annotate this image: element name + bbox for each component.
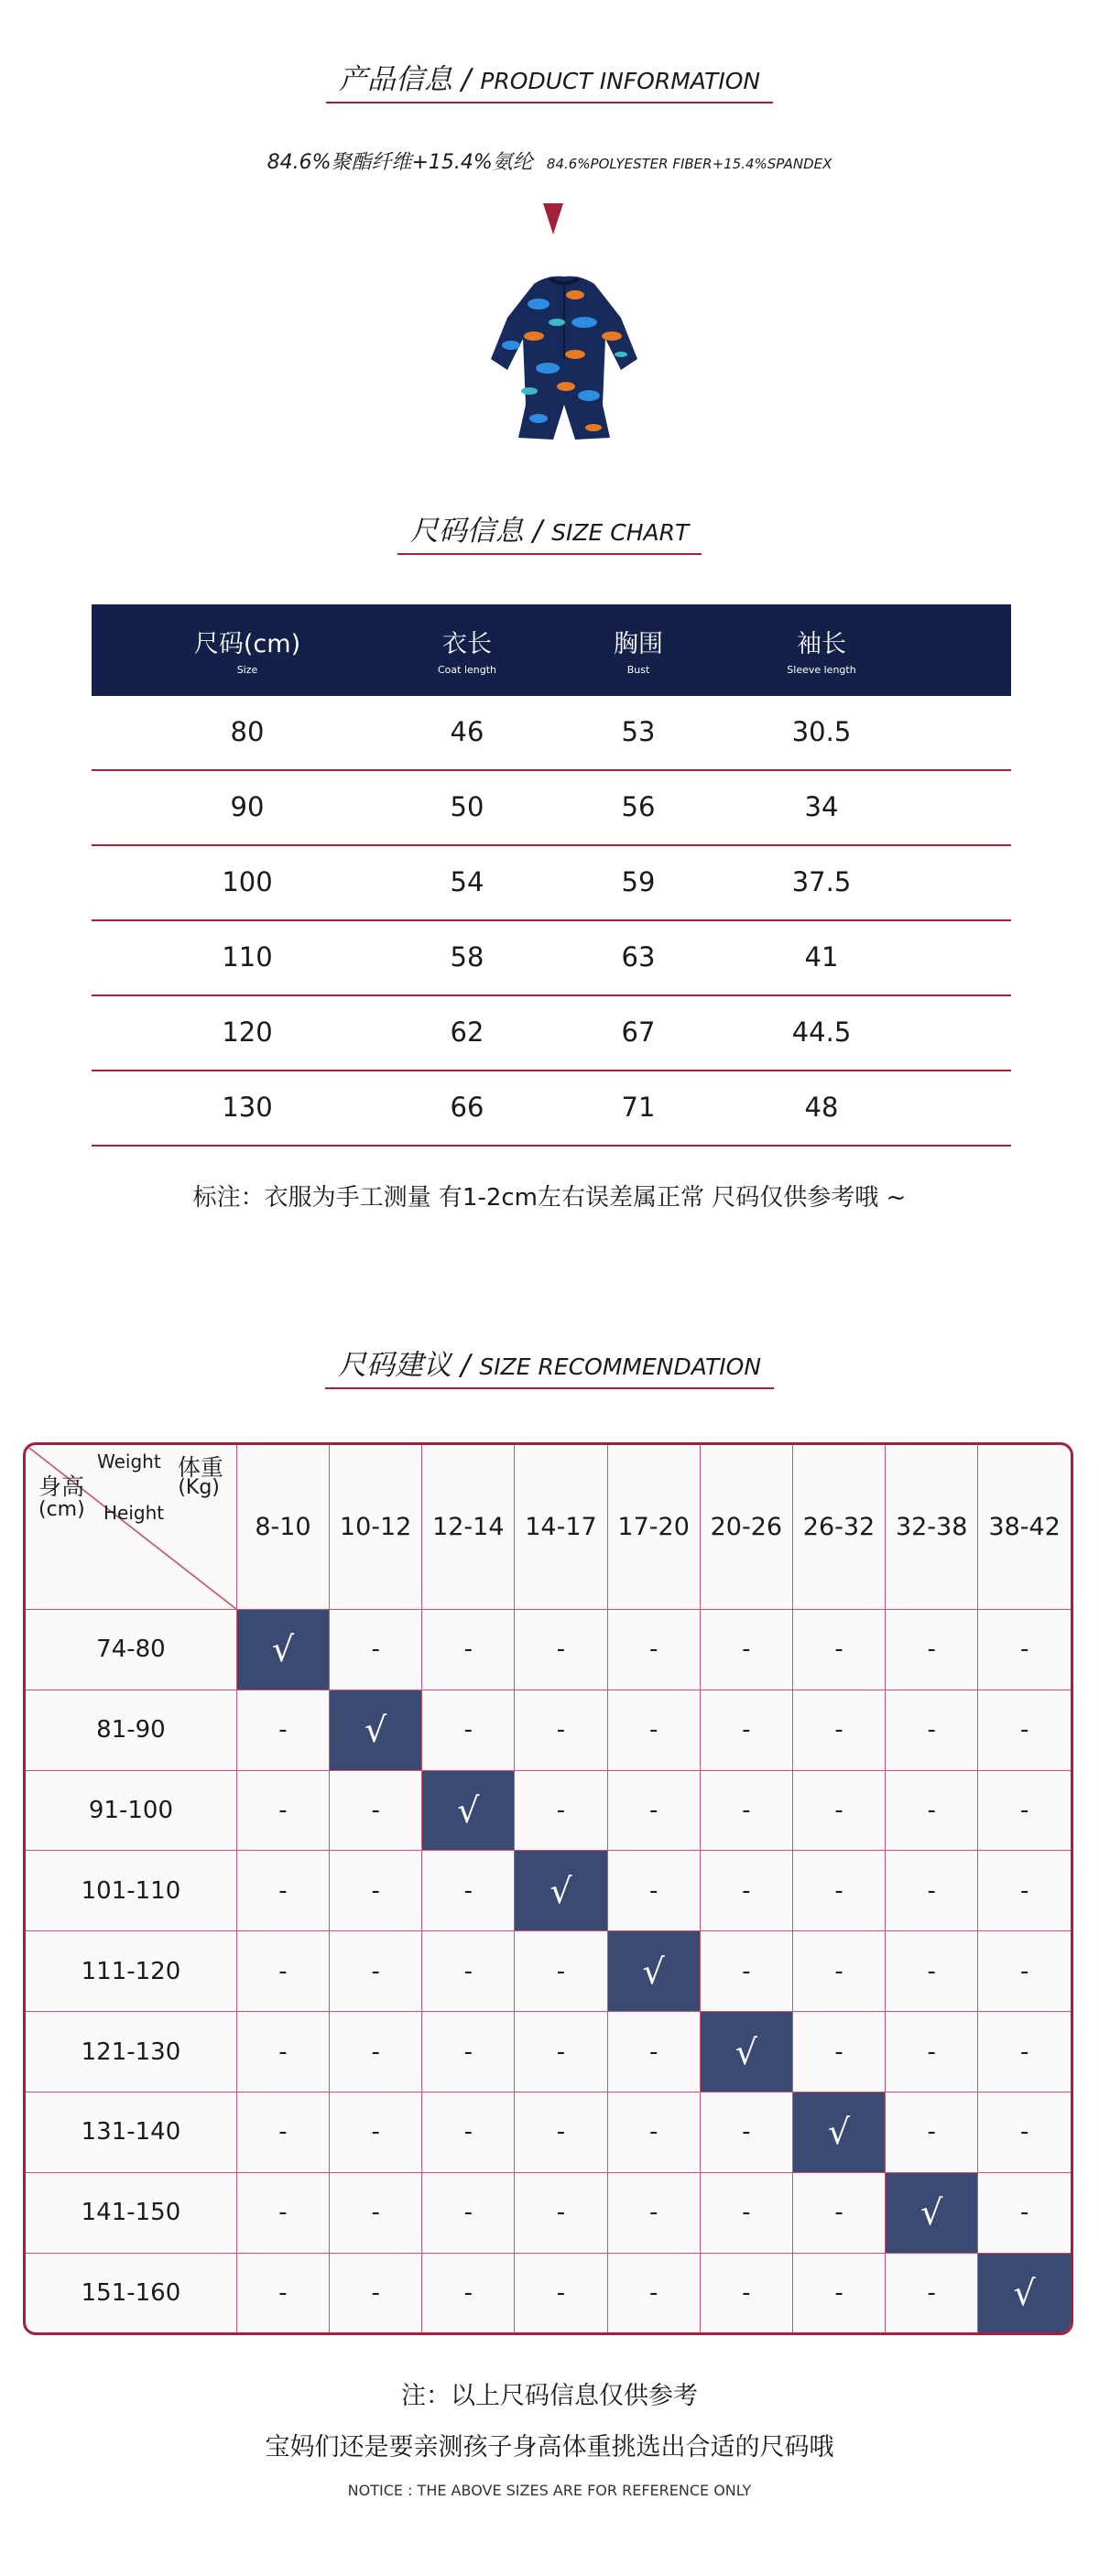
height-label: 101-110 bbox=[26, 1851, 236, 1931]
cell-bust: 71 bbox=[621, 1092, 656, 1123]
height-label: 151-160 bbox=[26, 2253, 236, 2332]
reference-note-2: 宝妈们还是要亲测孩子身高体重挑选出合适的尺码哦 bbox=[265, 2433, 834, 2462]
weight-header: 8-10 bbox=[236, 1445, 329, 1610]
cell-size: 80 bbox=[230, 716, 265, 747]
recommended-check-cell: √ bbox=[236, 1610, 329, 1690]
weight-header: 14-17 bbox=[515, 1445, 607, 1610]
table-row bbox=[92, 771, 1011, 846]
empty-dash-cell: - bbox=[978, 1851, 1071, 1931]
cell-sleeve-length: 37.5 bbox=[791, 866, 852, 897]
empty-dash-cell: - bbox=[700, 2172, 792, 2253]
height-unit: (cm) bbox=[38, 1498, 85, 1521]
cell-size: 130 bbox=[222, 1092, 273, 1123]
empty-dash-cell: - bbox=[515, 1610, 607, 1690]
size-recommendation-title-cn: 尺码建议 bbox=[337, 1349, 452, 1382]
measurement-note: 标注：衣服为手工测量 有1-2cm左右误差属正常 尺码仅供参考哦 ~ bbox=[192, 1184, 907, 1212]
table-row bbox=[92, 1071, 1011, 1147]
table-row bbox=[92, 846, 1011, 921]
cell-bust: 53 bbox=[621, 716, 656, 747]
height-label: 131-140 bbox=[26, 2092, 236, 2172]
empty-dash-cell: - bbox=[978, 2172, 1071, 2253]
table-row bbox=[26, 1610, 1071, 1690]
cell-size: 100 bbox=[222, 866, 273, 897]
empty-dash-cell: - bbox=[700, 1851, 792, 1931]
empty-dash-cell: - bbox=[236, 1690, 329, 1770]
empty-dash-cell: - bbox=[700, 1610, 792, 1690]
empty-dash-cell: - bbox=[330, 2012, 422, 2092]
reference-note-1: 注：以上尺码信息仅供参考 bbox=[401, 2382, 698, 2410]
empty-dash-cell: - bbox=[422, 2092, 515, 2172]
cell-coat-length: 54 bbox=[450, 866, 484, 897]
recommended-check-cell: √ bbox=[978, 2253, 1071, 2332]
cell-coat-length: 62 bbox=[450, 1016, 484, 1048]
weight-header: 26-32 bbox=[792, 1445, 885, 1610]
size-chart-title bbox=[0, 517, 1099, 555]
down-arrow-icon bbox=[543, 203, 563, 234]
weight-header: 12-14 bbox=[422, 1445, 515, 1610]
empty-dash-cell: - bbox=[886, 2253, 978, 2332]
cell-coat-length: 58 bbox=[450, 941, 484, 973]
empty-dash-cell: - bbox=[886, 1770, 978, 1851]
table-row bbox=[92, 696, 1011, 771]
empty-dash-cell: - bbox=[422, 2172, 515, 2253]
empty-dash-cell: - bbox=[515, 1690, 607, 1770]
product-info-title bbox=[0, 63, 1099, 103]
header-coat-length: 衣长 Coat length bbox=[437, 630, 497, 676]
empty-dash-cell: - bbox=[236, 1770, 329, 1851]
weight-header: 10-12 bbox=[330, 1445, 422, 1610]
empty-dash-cell: - bbox=[515, 2253, 607, 2332]
empty-dash-cell: - bbox=[700, 1770, 792, 1851]
empty-dash-cell: - bbox=[700, 1690, 792, 1770]
empty-dash-cell: - bbox=[978, 1770, 1071, 1851]
title-slash: / bbox=[460, 1349, 471, 1382]
recommended-check-cell: √ bbox=[886, 2172, 978, 2253]
weight-header: 17-20 bbox=[607, 1445, 700, 1610]
size-recommendation-title-en: SIZE RECOMMENDATION bbox=[479, 1353, 762, 1380]
height-label-en: Height bbox=[103, 1502, 165, 1524]
empty-dash-cell: - bbox=[792, 1851, 885, 1931]
title-slash: / bbox=[461, 63, 472, 96]
empty-dash-cell: - bbox=[236, 2172, 329, 2253]
empty-dash-cell: - bbox=[978, 1610, 1071, 1690]
empty-dash-cell: - bbox=[330, 2172, 422, 2253]
weight-header: 32-38 bbox=[886, 1445, 978, 1610]
empty-dash-cell: - bbox=[792, 2172, 885, 2253]
height-label-cn: 身高 bbox=[38, 1473, 85, 1500]
empty-dash-cell: - bbox=[422, 2012, 515, 2092]
empty-dash-cell: - bbox=[700, 1931, 792, 2012]
table-row bbox=[26, 1851, 1071, 1931]
cell-coat-length: 50 bbox=[450, 791, 484, 822]
empty-dash-cell: - bbox=[978, 1690, 1071, 1770]
empty-dash-cell: - bbox=[330, 1610, 422, 1690]
grid-corner-cell bbox=[26, 1445, 236, 1610]
cell-sleeve-length: 44.5 bbox=[791, 1016, 852, 1048]
height-label: 91-100 bbox=[26, 1770, 236, 1851]
empty-dash-cell: - bbox=[330, 1851, 422, 1931]
height-label: 74-80 bbox=[26, 1610, 236, 1690]
recommended-check-cell: √ bbox=[607, 1931, 700, 2012]
empty-dash-cell: - bbox=[607, 2092, 700, 2172]
height-label: 81-90 bbox=[26, 1690, 236, 1770]
empty-dash-cell: - bbox=[422, 2253, 515, 2332]
weight-header: 38-42 bbox=[978, 1445, 1071, 1610]
table-row bbox=[92, 996, 1011, 1071]
empty-dash-cell: - bbox=[422, 1610, 515, 1690]
empty-dash-cell: - bbox=[422, 1931, 515, 2012]
table-row bbox=[26, 2253, 1071, 2332]
title-slash: / bbox=[532, 515, 543, 548]
recommended-check-cell: √ bbox=[330, 1690, 422, 1770]
header-bust: 胸围 Bust bbox=[614, 630, 663, 676]
height-label: 111-120 bbox=[26, 1931, 236, 2012]
size-chart-body bbox=[92, 696, 1011, 1147]
cell-size: 120 bbox=[222, 1016, 273, 1048]
empty-dash-cell: - bbox=[422, 1690, 515, 1770]
empty-dash-cell: - bbox=[886, 1851, 978, 1931]
recommended-check-cell: √ bbox=[792, 2092, 885, 2172]
cell-sleeve-length: 41 bbox=[804, 941, 839, 973]
empty-dash-cell: - bbox=[792, 1610, 885, 1690]
size-chart-table bbox=[92, 604, 1011, 1147]
cell-sleeve-length: 30.5 bbox=[791, 716, 852, 747]
empty-dash-cell: - bbox=[422, 1851, 515, 1931]
empty-dash-cell: - bbox=[886, 1690, 978, 1770]
weight-label-cn: 体重 bbox=[177, 1454, 223, 1481]
empty-dash-cell: - bbox=[330, 2253, 422, 2332]
empty-dash-cell: - bbox=[886, 2012, 978, 2092]
empty-dash-cell: - bbox=[700, 2092, 792, 2172]
empty-dash-cell: - bbox=[886, 1610, 978, 1690]
empty-dash-cell: - bbox=[330, 2092, 422, 2172]
empty-dash-cell: - bbox=[330, 1770, 422, 1851]
empty-dash-cell: - bbox=[886, 1931, 978, 2012]
table-row bbox=[26, 2172, 1071, 2253]
product-swimsuit-image bbox=[484, 267, 645, 441]
empty-dash-cell: - bbox=[978, 2092, 1071, 2172]
table-row bbox=[26, 1770, 1071, 1851]
empty-dash-cell: - bbox=[792, 2012, 885, 2092]
empty-dash-cell: - bbox=[236, 2092, 329, 2172]
empty-dash-cell: - bbox=[236, 2012, 329, 2092]
product-info-title-en: PRODUCT INFORMATION bbox=[480, 68, 761, 94]
header-size: 尺码(cm) Size bbox=[193, 630, 301, 676]
empty-dash-cell: - bbox=[330, 1931, 422, 2012]
empty-dash-cell: - bbox=[792, 1931, 885, 2012]
recommended-check-cell: √ bbox=[422, 1770, 515, 1851]
weight-header: 20-26 bbox=[700, 1445, 792, 1610]
empty-dash-cell: - bbox=[886, 2092, 978, 2172]
empty-dash-cell: - bbox=[978, 1931, 1071, 2012]
header-sleeve-length: 袖长 Sleeve length bbox=[787, 630, 856, 676]
empty-dash-cell: - bbox=[607, 1770, 700, 1851]
weight-label-en: Weight bbox=[97, 1451, 161, 1473]
empty-dash-cell: - bbox=[515, 2172, 607, 2253]
empty-dash-cell: - bbox=[236, 1931, 329, 2012]
empty-dash-cell: - bbox=[607, 1610, 700, 1690]
table-row bbox=[26, 1690, 1071, 1770]
material-en: 84.6%POLYESTER FIBER+15.4%SPANDEX bbox=[546, 156, 832, 172]
cell-bust: 56 bbox=[621, 791, 656, 822]
cell-coat-length: 46 bbox=[450, 716, 484, 747]
cell-bust: 67 bbox=[621, 1016, 656, 1048]
empty-dash-cell: - bbox=[607, 2172, 700, 2253]
empty-dash-cell: - bbox=[792, 1690, 885, 1770]
cell-size: 110 bbox=[222, 941, 273, 973]
recommended-check-cell: √ bbox=[515, 1851, 607, 1931]
empty-dash-cell: - bbox=[515, 1770, 607, 1851]
material-cn: 84.6%聚酯纤维+15.4%氨纶 bbox=[267, 151, 533, 174]
height-label: 141-150 bbox=[26, 2172, 236, 2253]
empty-dash-cell: - bbox=[607, 2253, 700, 2332]
cell-coat-length: 66 bbox=[450, 1092, 484, 1123]
empty-dash-cell: - bbox=[792, 1770, 885, 1851]
table-row bbox=[92, 921, 1011, 996]
size-chart-header bbox=[92, 604, 1011, 696]
empty-dash-cell: - bbox=[792, 2253, 885, 2332]
empty-dash-cell: - bbox=[515, 1931, 607, 2012]
reference-notice-en: NOTICE : THE ABOVE SIZES ARE FOR REFERENCE ONLY bbox=[347, 2482, 752, 2499]
table-row bbox=[26, 1931, 1071, 2012]
table-row bbox=[26, 2092, 1071, 2172]
cell-size: 90 bbox=[230, 791, 265, 822]
size-chart-title-en: SIZE CHART bbox=[551, 519, 690, 546]
weight-unit: (Kg) bbox=[178, 1476, 220, 1499]
empty-dash-cell: - bbox=[236, 2253, 329, 2332]
empty-dash-cell: - bbox=[700, 2253, 792, 2332]
material-composition bbox=[0, 147, 1099, 175]
cell-sleeve-length: 48 bbox=[804, 1092, 839, 1123]
height-label: 121-130 bbox=[26, 2012, 236, 2092]
empty-dash-cell: - bbox=[515, 2092, 607, 2172]
product-info-title-cn: 产品信息 bbox=[338, 63, 452, 96]
size-recommendation-grid bbox=[23, 1442, 1073, 2335]
empty-dash-cell: - bbox=[978, 2012, 1071, 2092]
empty-dash-cell: - bbox=[515, 2012, 607, 2092]
cell-sleeve-length: 34 bbox=[804, 791, 839, 822]
empty-dash-cell: - bbox=[236, 1851, 329, 1931]
size-chart-title-cn: 尺码信息 bbox=[409, 515, 524, 548]
cell-bust: 63 bbox=[621, 941, 656, 973]
cell-bust: 59 bbox=[621, 866, 656, 897]
empty-dash-cell: - bbox=[607, 1851, 700, 1931]
empty-dash-cell: - bbox=[607, 1690, 700, 1770]
recommended-check-cell: √ bbox=[700, 2012, 792, 2092]
empty-dash-cell: - bbox=[607, 2012, 700, 2092]
table-row bbox=[26, 2012, 1071, 2092]
size-recommendation-title bbox=[0, 1349, 1099, 1389]
